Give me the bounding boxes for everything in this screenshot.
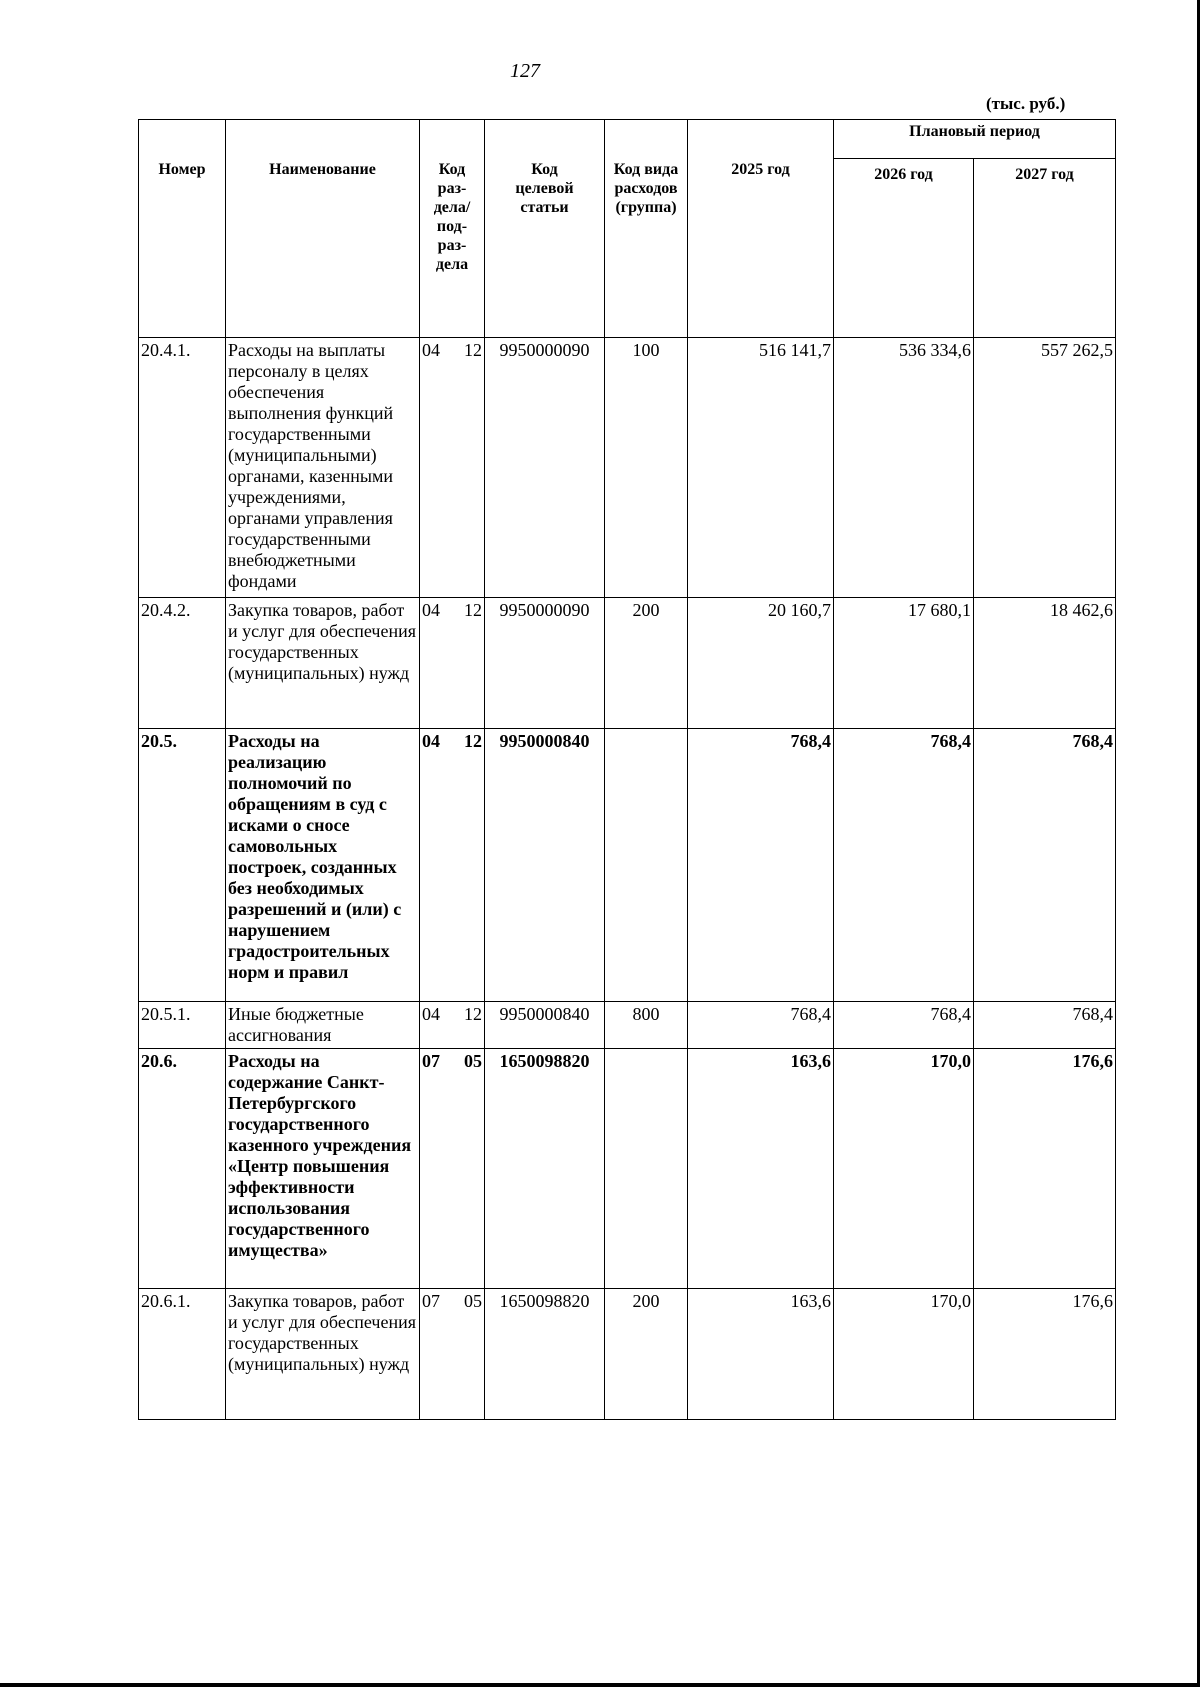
row-expense-type <box>605 1049 688 1289</box>
row-name: Расходы на содержание Санкт-Петербургского государственного казенного учреждения «Центр повышения эффективности использования государственного имущества» <box>226 1049 420 1289</box>
subsection-code: 12 <box>464 731 482 751</box>
table-row <box>139 1002 1116 1049</box>
header-name: Наименование <box>226 120 420 338</box>
row-expense-type: 100 <box>605 338 688 598</box>
header-target: Код целевой статьи <box>485 120 605 338</box>
row-2026: 17 680,1 <box>834 598 974 729</box>
row-2027: 768,4 <box>974 1002 1116 1049</box>
budget-table <box>138 119 1116 1420</box>
section-code: 07 <box>422 1051 440 1071</box>
header-2025: 2025 год <box>688 120 834 338</box>
row-name: Расходы на выплаты персоналу в целях обеспечения выполнения функций государственными (муниципальными) органами, казенными учреждениями, органами управления государственными внебюджетными фондами <box>226 338 420 598</box>
table-row <box>139 1289 1116 1420</box>
subsection-code: 12 <box>464 1004 482 1024</box>
section-code: 04 <box>422 600 440 620</box>
header-expense-type: Код вида расходов (группа) <box>605 120 688 338</box>
row-expense-type: 800 <box>605 1002 688 1049</box>
subsection-code: 12 <box>464 340 482 360</box>
row-name: Закупка товаров, работ и услуг для обеспечения государственных (муниципальных) нужд <box>226 1289 420 1420</box>
row-2026: 768,4 <box>834 729 974 1002</box>
units-label: (тыс. руб.) <box>986 94 1066 113</box>
row-2025: 20 160,7 <box>688 598 834 729</box>
row-2026: 768,4 <box>834 1002 974 1049</box>
header-2027: 2027 год <box>974 159 1116 338</box>
header-planned-period: Плановый период <box>834 120 1116 159</box>
row-section-code <box>420 729 485 1002</box>
header-section: Код раз-дела/ под-раз-дела <box>420 120 485 338</box>
row-target: 9950000090 <box>485 598 605 729</box>
table-row <box>139 598 1116 729</box>
row-target: 1650098820 <box>485 1049 605 1289</box>
row-number: 20.5. <box>139 729 226 1002</box>
row-name: Иные бюджетные ассигнования <box>226 1002 420 1049</box>
row-section-code <box>420 338 485 598</box>
row-section-code <box>420 1002 485 1049</box>
row-2026: 170,0 <box>834 1289 974 1420</box>
row-2025: 163,6 <box>688 1049 834 1289</box>
section-code: 07 <box>422 1291 440 1311</box>
row-2027: 176,6 <box>974 1289 1116 1420</box>
table-row <box>139 729 1116 1002</box>
row-2025: 163,6 <box>688 1289 834 1420</box>
row-number: 20.4.2. <box>139 598 226 729</box>
table-row <box>139 338 1116 598</box>
row-section-code <box>420 1289 485 1420</box>
row-target: 9950000840 <box>485 729 605 1002</box>
row-target: 9950000840 <box>485 1002 605 1049</box>
row-2025: 768,4 <box>688 729 834 1002</box>
page-number: 127 <box>510 60 540 82</box>
header-2026: 2026 год <box>834 159 974 338</box>
row-section-code <box>420 1049 485 1289</box>
row-2027: 176,6 <box>974 1049 1116 1289</box>
row-2027: 557 262,5 <box>974 338 1116 598</box>
row-expense-type: 200 <box>605 598 688 729</box>
row-target: 9950000090 <box>485 338 605 598</box>
row-2025: 768,4 <box>688 1002 834 1049</box>
row-2026: 170,0 <box>834 1049 974 1289</box>
row-2027: 18 462,6 <box>974 598 1116 729</box>
row-number: 20.6. <box>139 1049 226 1289</box>
header-number: Номер <box>139 120 226 338</box>
section-code: 04 <box>422 1004 440 1024</box>
row-number: 20.4.1. <box>139 338 226 598</box>
row-name: Расходы на реализацию полномочий по обращениям в суд с исками о сносе самовольных построек, созданных без необходимых разрешений и (или) с нарушением градостроительных норм и правил <box>226 729 420 1002</box>
subsection-code: 12 <box>464 600 482 620</box>
row-2025: 516 141,7 <box>688 338 834 598</box>
row-name: Закупка товаров, работ и услуг для обеспечения государственных (муниципальных) нужд <box>226 598 420 729</box>
row-number: 20.6.1. <box>139 1289 226 1420</box>
row-expense-type: 200 <box>605 1289 688 1420</box>
subsection-code: 05 <box>464 1051 482 1071</box>
row-2026: 536 334,6 <box>834 338 974 598</box>
subsection-code: 05 <box>464 1291 482 1311</box>
row-number: 20.5.1. <box>139 1002 226 1049</box>
row-target: 1650098820 <box>485 1289 605 1420</box>
section-code: 04 <box>422 731 440 751</box>
header-row-top <box>139 120 1116 159</box>
row-2027: 768,4 <box>974 729 1116 1002</box>
row-section-code <box>420 598 485 729</box>
table-row <box>139 1049 1116 1289</box>
section-code: 04 <box>422 340 440 360</box>
row-expense-type <box>605 729 688 1002</box>
